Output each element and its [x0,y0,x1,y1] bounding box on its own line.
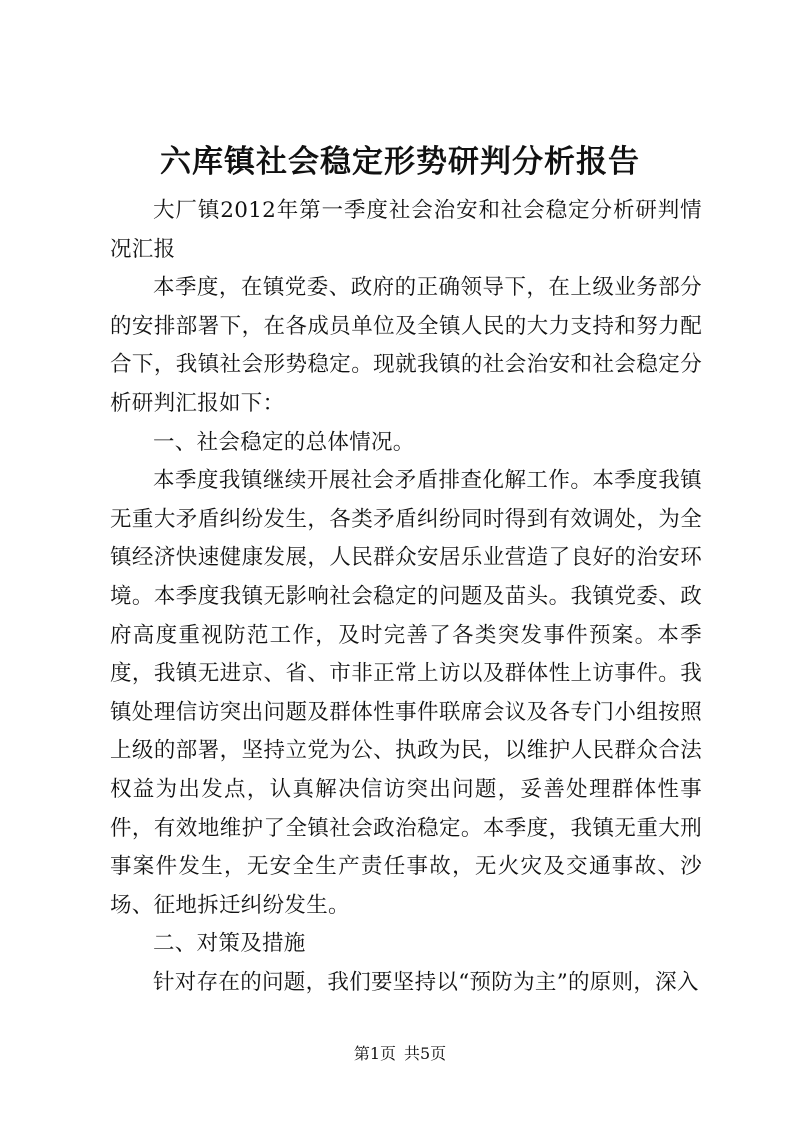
page-total: 共5页 [404,1044,447,1063]
paragraph-overall-situation: 本季度我镇继续开展社会矛盾排查化解工作。本季度我镇无重大矛盾纠纷发生，各类矛盾纠纷同时得到有效调处，为全镇经济快速健康发展，人民群众安居乐业营造了良好的治安环境。本季度我镇无影响社会稳定的问题及苗头。我镇党委、政府高度重视防范工作，及时完善了各类突发事件预案。本季度，我镇无进京、省、市非正常上访以及群体性上访事件。我镇处理信访突出问题及群体性事件联席会议及各专门小组按照上级的部署，坚持立党为公、执政为民，以维护人民群众合法权益为出发点，认真解决信访突出问题，妥善处理群体性事件，有效地维护了全镇社会政治稳定。本季度，我镇无重大刑事案件发生，无安全生产责任事故，无火灾及交通事故、沙场、征地拆迁纠纷发生。 [110,468,702,918]
section-heading-overall: 一、社会稳定的总体情况。 [153,429,415,455]
paragraph-report-subtitle: 大厂镇2012年第一季度社会治安和社会稳定分析研判情况汇报 [110,198,702,262]
paragraph-intro: 本季度，在镇党委、政府的正确领导下，在上级业务部分的安排部署下，在各成员单位及全镇人民的大力支持和努力配合下，我镇社会形势稳定。现就我镇的社会治安和社会稳定分析研判汇报如下： [110,275,702,416]
paragraph-measures: 针对存在的问题，我们要坚持以“预防为主”的原则，深入 [153,969,699,995]
section-heading-measures: 二、对策及措施 [153,931,306,957]
page-footer [0,1044,800,1064]
page-number: 第1页 [353,1044,396,1063]
document-title: 六库镇社会稳定形势研判分析报告 [160,144,640,180]
document-body [110,192,702,1002]
